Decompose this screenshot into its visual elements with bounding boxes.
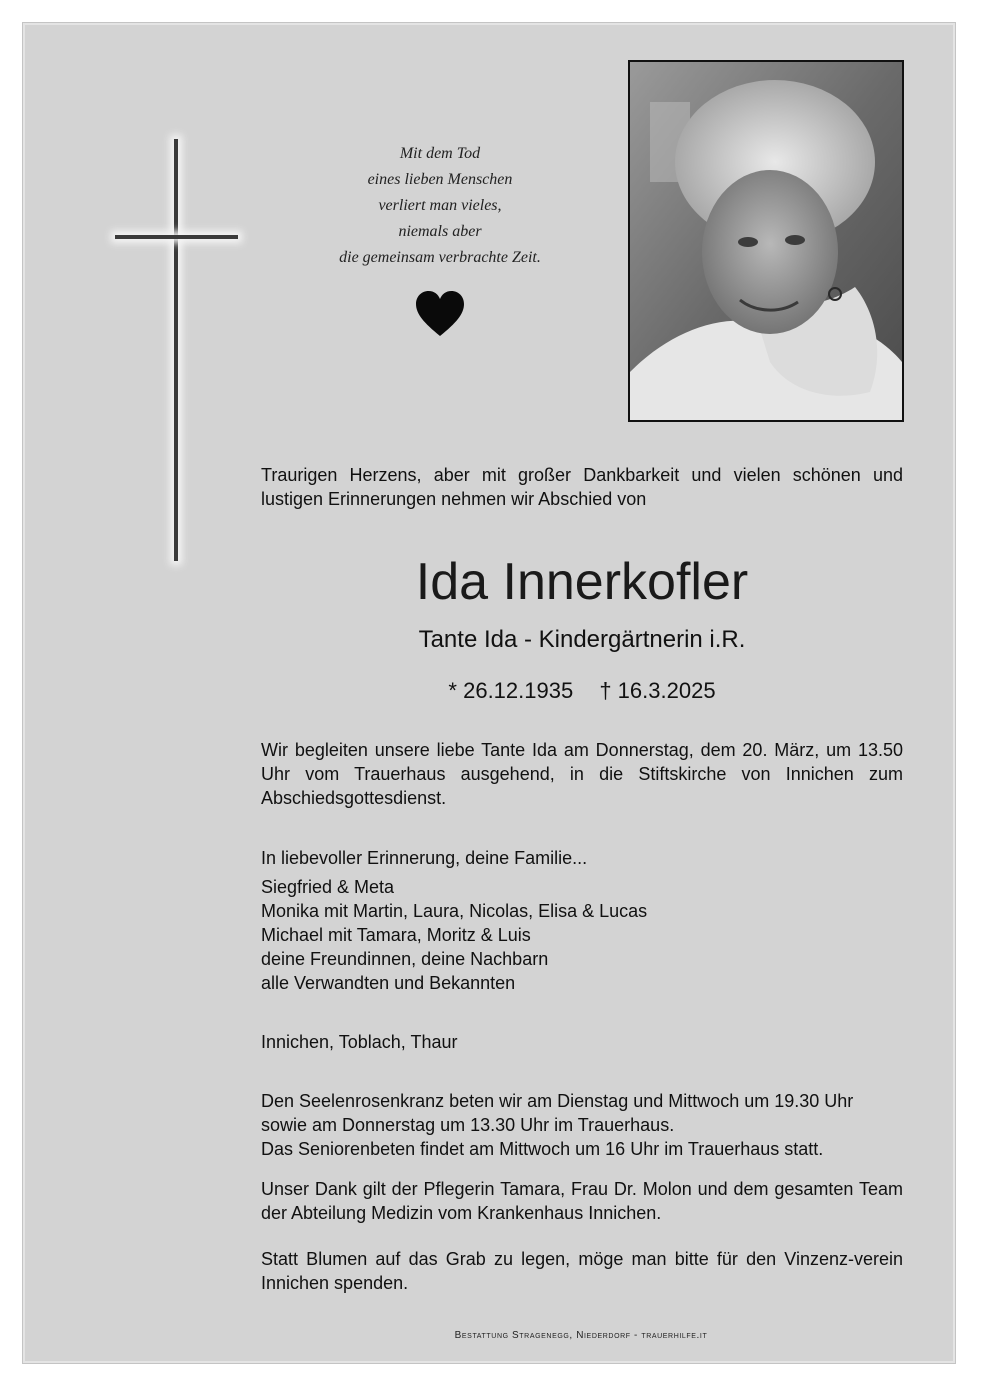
- poem-line: verliert man vieles,: [378, 197, 502, 214]
- rosary-line: Das Seniorenbeten findet am Mittwoch um 16 Uhr im Trauerhaus statt.: [261, 1139, 824, 1159]
- birth-date: * 26.12.1935: [448, 678, 574, 703]
- death-date: † 16.3.2025: [599, 678, 716, 703]
- deceased-subtitle: Tante Ida - Kindergärtnerin i.R.: [418, 626, 746, 653]
- poem-line: eines lieben Menschen: [367, 171, 513, 188]
- family-member: Monika mit Martin, Laura, Nicolas, Elisa & Lucas: [261, 901, 648, 921]
- intro-text: Traurigen Herzens, aber mit großer Dankbarkeit und vielen schönen und lustigen Erinnerungen nehmen wir Abschied von: [261, 465, 903, 509]
- family-heading: In liebevoller Erinnerung, deine Familie...: [261, 848, 588, 868]
- poem-line: die gemeinsam verbrachte Zeit.: [339, 249, 541, 266]
- cross-icon: [174, 139, 178, 561]
- rosary-line: Den Seelenrosenkranz beten wir am Dienstag und Mittwoch um 19.30 Uhr: [261, 1091, 854, 1111]
- poem: [300, 141, 580, 271]
- family-member: Siegfried & Meta: [261, 877, 395, 897]
- donation-text: Statt Blumen auf das Grab zu legen, möge man bitte für den Vinzenz-verein Innichen spenden.: [261, 1249, 903, 1293]
- family-member: Michael mit Tamara, Moritz & Luis: [261, 925, 531, 945]
- family-list: [261, 875, 903, 995]
- portrait-photo: [628, 60, 904, 422]
- poem-line: Mit dem Tod: [399, 145, 481, 162]
- rosary-line: sowie am Donnerstag um 13.30 Uhr im Trauerhaus.: [261, 1115, 675, 1135]
- heart-icon: [414, 290, 466, 338]
- family-member: alle Verwandten und Bekannten: [261, 973, 516, 993]
- cross-icon-bar: [115, 235, 238, 239]
- life-dates: [261, 676, 903, 706]
- funeral-text: Wir begleiten unsere liebe Tante Ida am Donnerstag, dem 20. März, um 13.50 Uhr vom Trauerhaus ausgehend, in die Stiftskirche von Innichen zum Abschiedsgottesdienst.: [261, 740, 903, 808]
- family-member: deine Freundinnen, deine Nachbarn: [261, 949, 549, 969]
- poem-line: niemals aber: [398, 223, 482, 240]
- deceased-name: Ida Innerkofler: [415, 553, 749, 611]
- rosary-text: [261, 1089, 903, 1161]
- places-text: Innichen, Toblach, Thaur: [261, 1032, 458, 1052]
- funeral-home-footer: Bestattung Stragenegg, Niederdorf - trauerhilfe.it: [454, 1330, 708, 1341]
- portrait-image: [630, 62, 902, 420]
- thanks-text: Unser Dank gilt der Pflegerin Tamara, Frau Dr. Molon und dem gesamten Team der Abteilung Medizin vom Krankenhaus Innichen.: [261, 1179, 903, 1223]
